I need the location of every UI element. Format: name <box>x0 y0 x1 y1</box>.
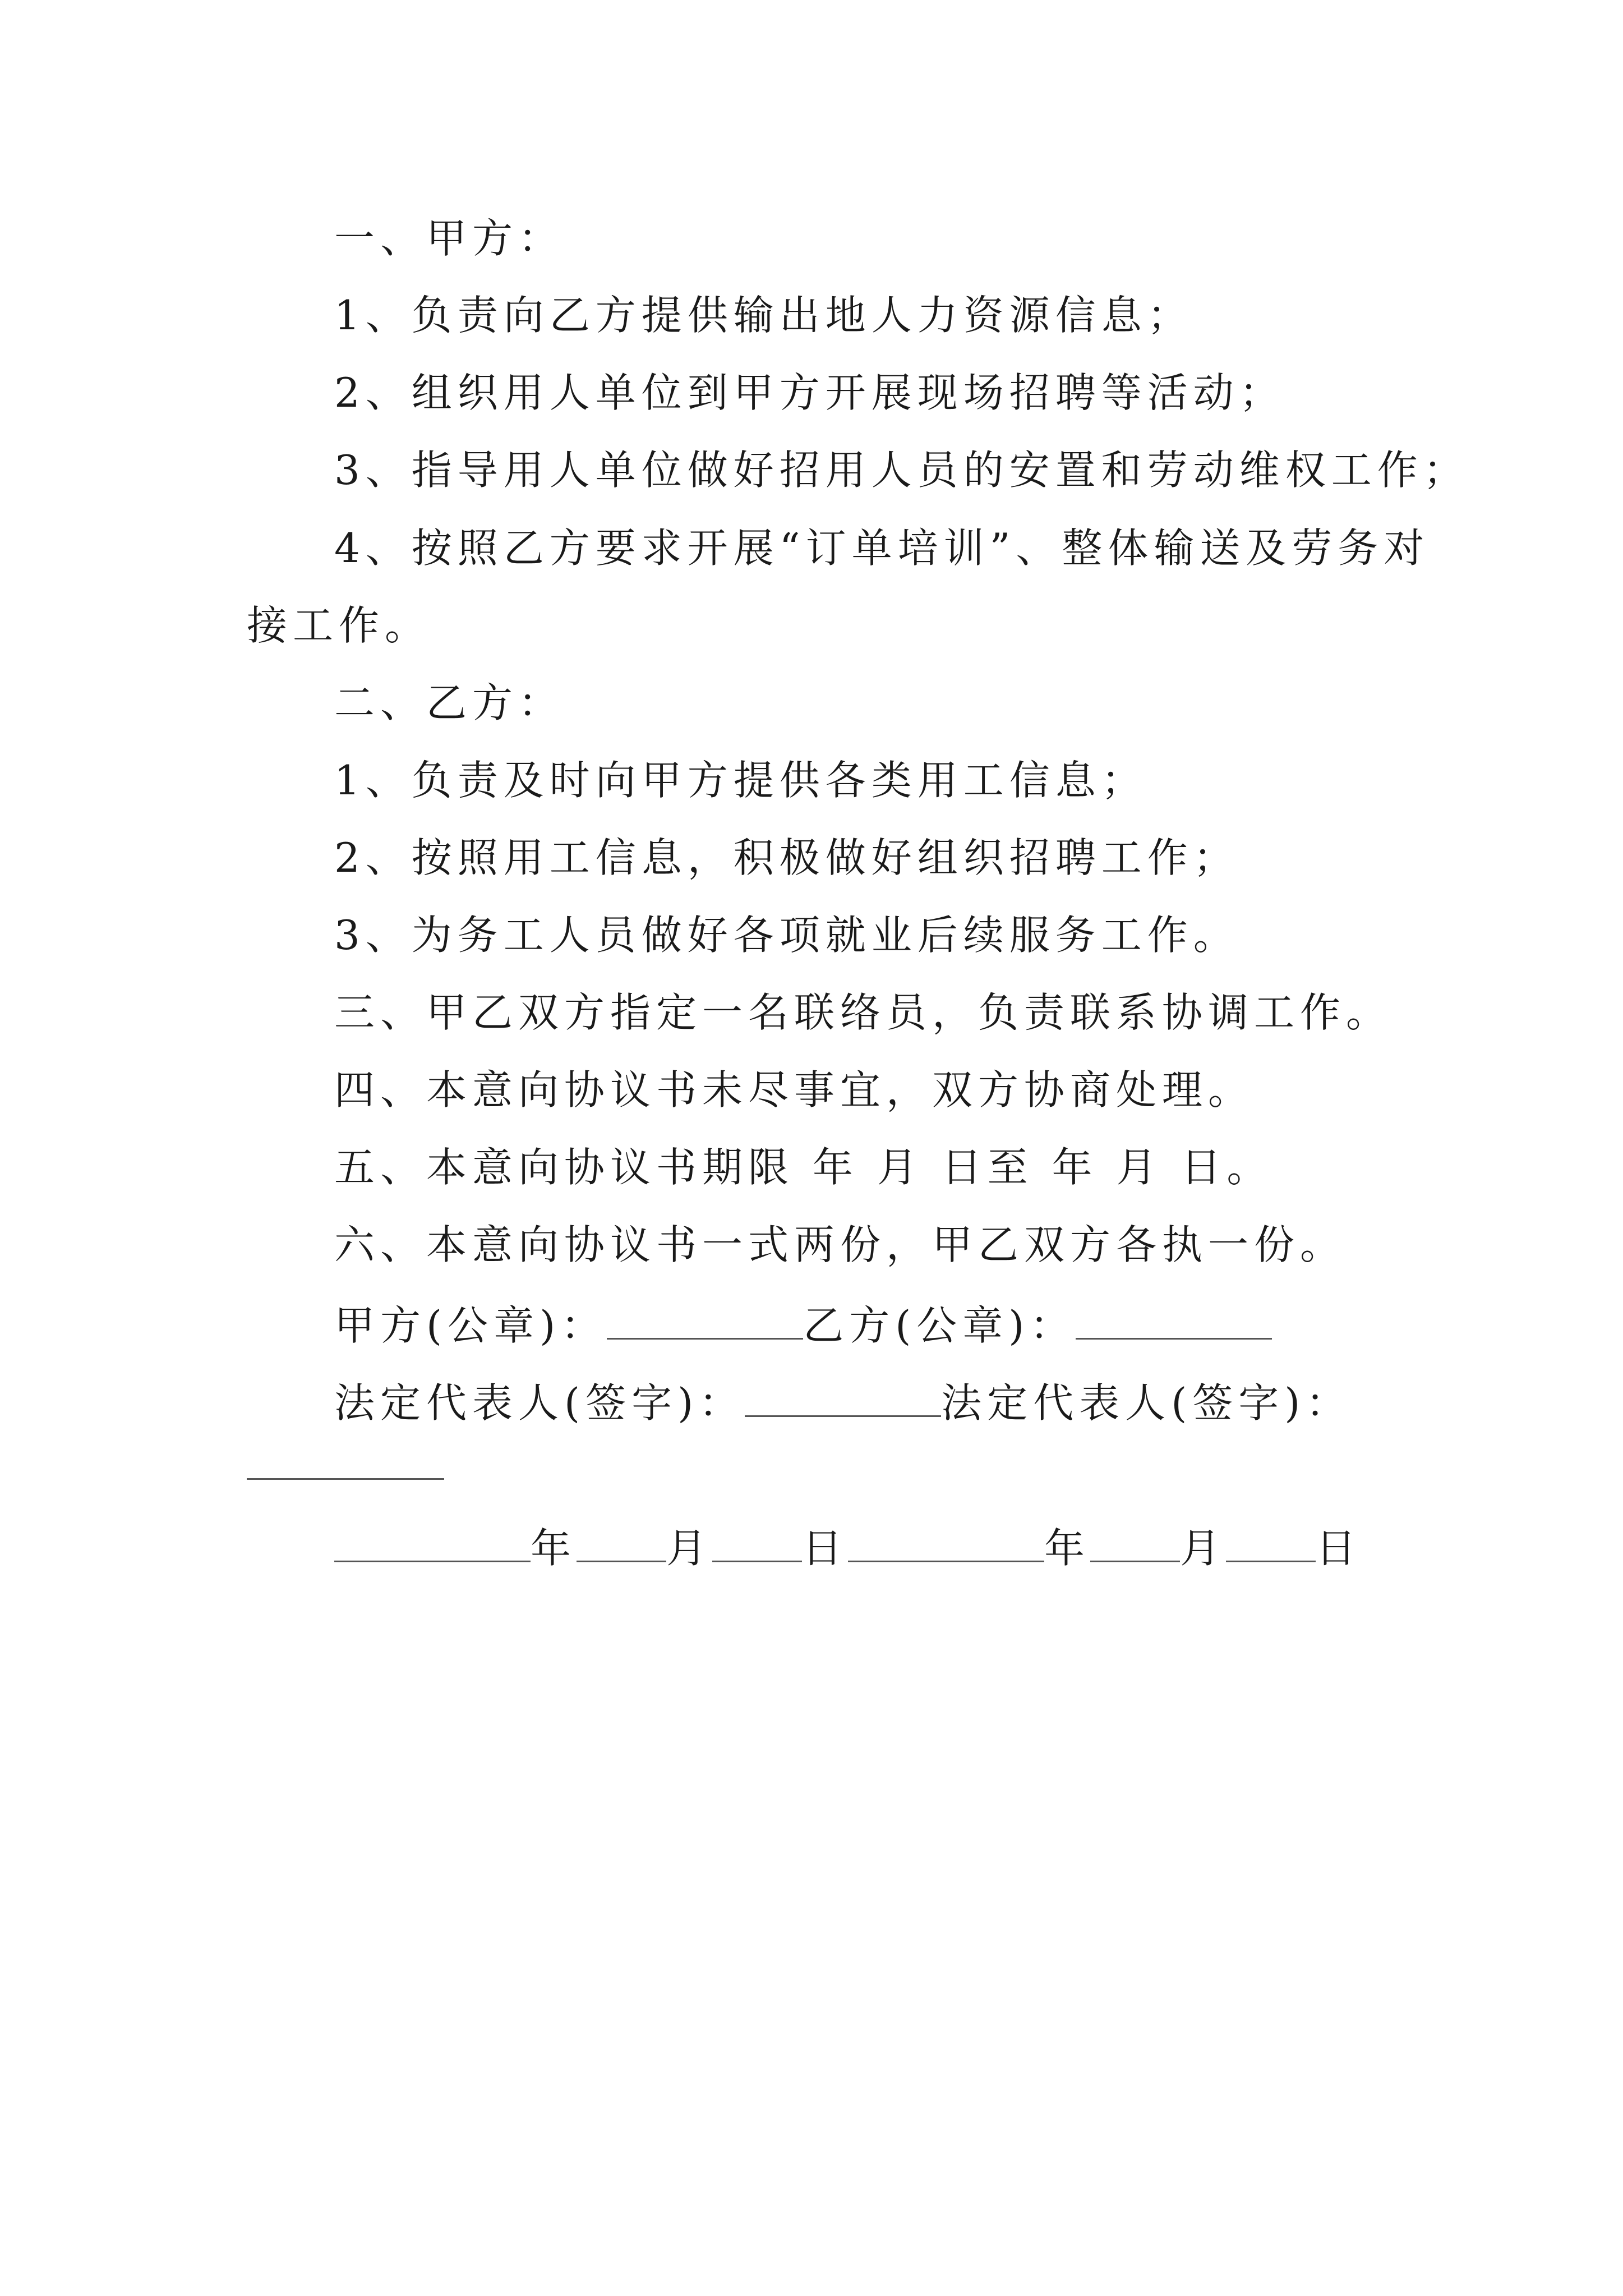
yi-day-blank <box>1226 1520 1316 1562</box>
jia-item-4-continued: 接工作。 <box>247 602 431 649</box>
yi-seal-blank <box>1076 1297 1272 1340</box>
jia-day-label: 日 <box>802 1525 849 1572</box>
jia-item-2: 2、组织用人单位到甲方开展现场招聘等活动； <box>334 369 1285 416</box>
jia-month-label: 月 <box>666 1525 713 1572</box>
yi-item-2: 2、按照用工信息，积极做好组织招聘工作； <box>334 834 1239 881</box>
yi-representative-blank <box>247 1478 444 1480</box>
yi-year-blank <box>848 1520 1044 1562</box>
yi-representative-label: 法定代表人(签字)： <box>941 1379 1352 1427</box>
jia-seal-blank <box>607 1297 803 1340</box>
yi-day-label: 日 <box>1316 1525 1362 1572</box>
yi-item-1: 1、负责及时向甲方提供各类用工信息； <box>334 757 1147 804</box>
clause-6: 六、本意向协议书一式两份，甲乙双方各执一份。 <box>334 1221 1347 1268</box>
jia-month-blank <box>577 1520 666 1562</box>
yi-month-blank <box>1090 1520 1180 1562</box>
section-yi-heading: 二、乙方： <box>334 679 565 726</box>
jia-seal-label: 甲方(公章)： <box>334 1302 607 1349</box>
jia-item-4: 4、按照乙方要求开展“订单培训”、整体输送及劳务对 <box>334 524 1430 572</box>
clause-5: 五、本意向协议书期限 年 月 日至 年 月 日。 <box>334 1144 1273 1191</box>
jia-day-blank <box>712 1520 802 1562</box>
jia-item-3: 3、指导用人单位做好招用人员的安置和劳动维权工作； <box>334 447 1469 494</box>
yi-year-label: 年 <box>1044 1525 1091 1572</box>
date-line <box>334 1520 1362 1573</box>
yi-month-label: 月 <box>1180 1525 1227 1572</box>
jia-year-blank <box>334 1520 531 1562</box>
seal-line <box>334 1297 1272 1351</box>
jia-item-1: 1、负责向乙方提供输出地人力资源信息； <box>334 292 1193 339</box>
section-jia-heading: 一、甲方： <box>334 215 565 262</box>
jia-representative-label: 法定代表人(签字)： <box>334 1379 745 1427</box>
clause-3: 三、甲乙双方指定一名联络员，负责联系协调工作。 <box>334 989 1393 1036</box>
jia-year-label: 年 <box>531 1525 577 1572</box>
yi-seal-label: 乙方(公章)： <box>803 1302 1076 1349</box>
clause-4: 四、本意向协议书未尽事宜，双方协商处理。 <box>334 1066 1255 1114</box>
yi-item-3: 3、为务工人员做好各项就业后续服务工作。 <box>334 912 1239 959</box>
jia-representative-blank <box>745 1375 941 1417</box>
representative-line <box>334 1375 1352 1428</box>
